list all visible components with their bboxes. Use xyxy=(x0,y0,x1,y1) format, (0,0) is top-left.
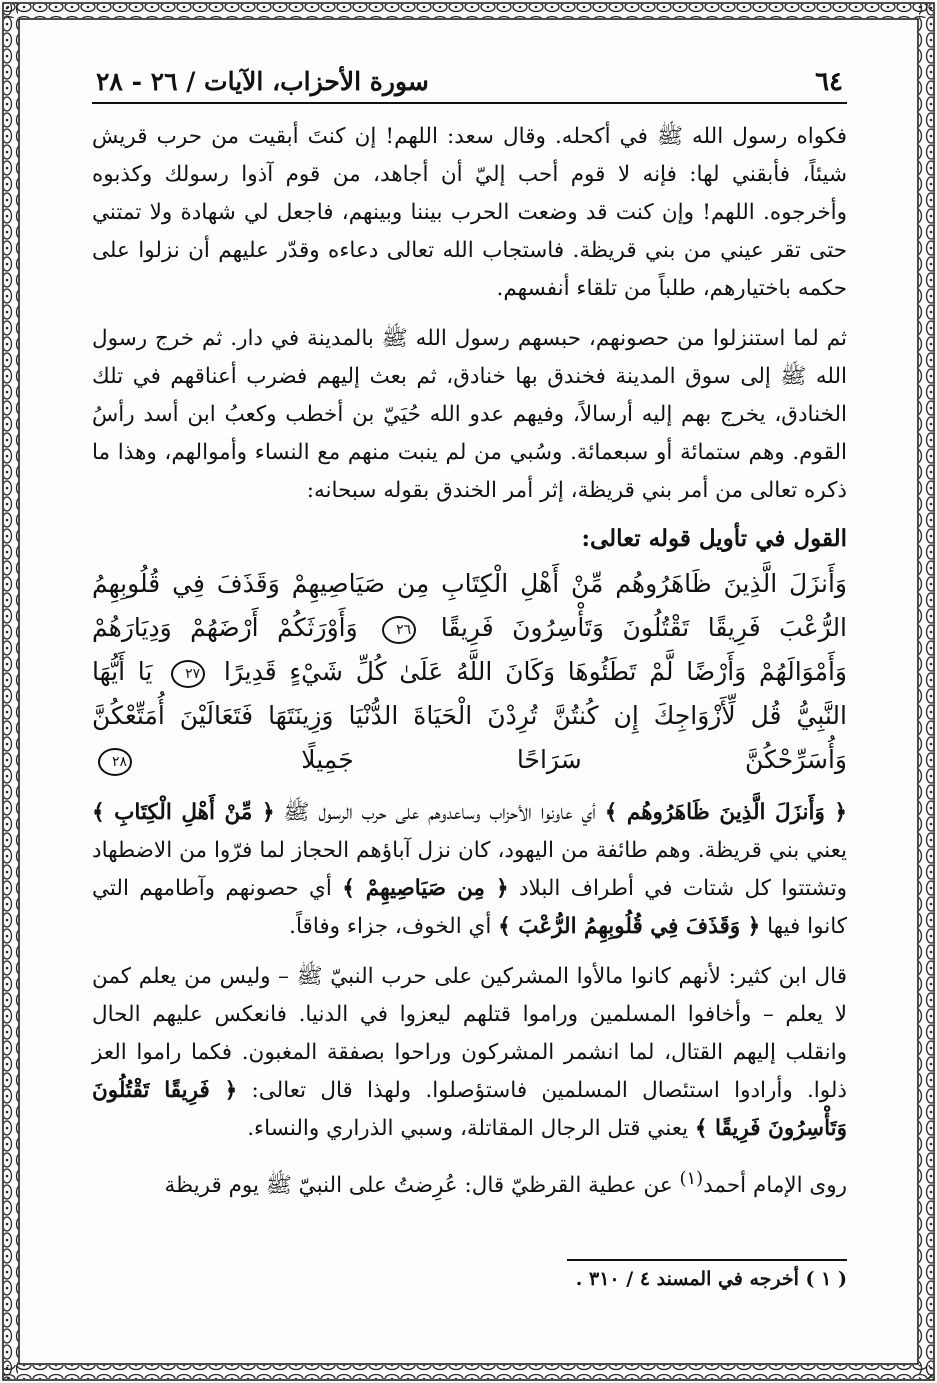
text: يعني قتل الرجال المقاتلة، وسبي الذراري والنساء. xyxy=(247,1116,695,1141)
quote: ﴿ فَرِيقًا تَقْتُلُونَ وَتَأْسِرُونَ فَرِيقًا ﴾ xyxy=(92,1078,847,1141)
quote: ﴿ مِن صَيَاصِيهِمْ ﴾ xyxy=(342,876,509,901)
paragraph-2: ثم لما استنزلوا من حصونهم، حبسهم رسول الله ﷺ بالمدينة في دار. ثم خرج رسول الله ﷺ إلى سوق المدينة فخندق بها خنادق، ثم بعث إليهم فضرب أعناقهم في تلك الخنادق، يخرج بهم إليه أرسالاً، وفيهم عدو الله حُيَيّ بن أخطب وكعبُ ابن أسد رأسُ القوم. وهم ستمائة أو سبعمائة. وسُبي من لم ينبت منهم مع النساء وأموالهم، وهذا ما ذكره تعالى من أمر بني قريظة، إثر أمر الخندق بقوله سبحانه: xyxy=(92,326,847,503)
footnote-ref[interactable]: (١) xyxy=(679,1168,704,1189)
tafsir-paragraph-3 xyxy=(92,1160,847,1205)
tafsir-paragraph-2 xyxy=(92,958,847,1148)
page-number: ٦٤ xyxy=(815,67,843,97)
quote: ﴿ وَقَذَفَ فِي قُلُوبِهِمُ الرُّعْبَ ﴾ xyxy=(498,914,761,939)
surah-title: سورة الأحزاب، الآيات / ٢٦ - ٢٨ xyxy=(96,67,429,96)
text: قال ابن كثير: لأنهم كانوا مالأوا المشركين على حرب النبيّ ﷺ – وليس من يعلم كمن لا يعلم – وأخافوا المسلمين وراموا قتلهم ليعزوا في الدنيا. فانعكس عليهم الحال وانقلب إليهم القتال، لما انشمر المشركون وراحوا بصفقة المغبون. فكما راموا العز ذلوا. وأرادوا استئصال المسلمين فاستؤصلوا. ولهذا قال تعالى: xyxy=(92,964,848,1103)
verse-27-text: وَأَوْرَثَكُمْ أَرْضَهُمْ وَدِيَارَهُمْ وَأَمْوَالَهُمْ وَأَرْضًا لَّمْ تَطَئُوهَا وَكَانَ اللَّهُ عَلَىٰ كُلِّ شَيْءٍ قَدِيرًا xyxy=(92,613,848,686)
footnote: ( ١ ) أخرجه في المسند ٤ / ٣١٠ . xyxy=(575,1268,847,1290)
quote: ﴿ وَأَنزَلَ الَّذِينَ ظَاهَرُوهُم ﴾ xyxy=(604,800,848,825)
verse-26-text: وَأَنزَلَ الَّذِينَ ظَاهَرُوهُم مِّنْ أَهْلِ الْكِتَابِ مِن صَيَاصِيهِمْ وَقَذَفَ فِي قُلُوبِهِمُ الرُّعْبَ فَرِيقًا تَقْتُلُونَ وَتَأْسِرُونَ فَرِيقًا xyxy=(92,569,848,642)
verse-28-text: يَا أَيُّهَا النَّبِيُّ قُل لِّأَزْوَاجِكَ إِن كُنتُنَّ تُرِدْنَ الْحَيَاةَ الدُّنْيَا وَزِينَتَهَا فَتَعَالَيْنَ أُمَتِّعْكُنَّ وَأُسَرِّحْكُنَّ سَرَاحًا جَمِيلًا xyxy=(92,657,847,774)
ayah-number-27: ٢٧ xyxy=(171,660,205,688)
ayah-number-28: ٢٨ xyxy=(98,748,132,776)
text: أي عاونوا الأحزاب وساعدوهم على حرب الرسول ﷺ xyxy=(274,800,605,825)
running-header xyxy=(92,62,847,104)
quran-verses xyxy=(92,562,847,782)
text: أي الخوف، جزاء وفاقاً. xyxy=(289,914,499,939)
tafsir-paragraph-1 xyxy=(92,794,847,946)
text: روى الإمام أحمد xyxy=(703,1173,847,1199)
text: عن عطية القرظيّ قال: عُرِضتُ على النبيّ ﷺ يوم قريظة xyxy=(164,1173,680,1199)
page-content xyxy=(92,62,847,1352)
section-heading: القول في تأويل قوله تعالى: xyxy=(581,525,847,552)
paragraph-1: فكواه رسول الله ﷺ في أكحله. وقال سعد: اللهم! إن كنتَ أبقيت من حرب قريش شيئاً، فأبقني لها: فإنه لا قوم أحب إليّ أن أجاهد، من قوم آذوا رسولك وكذبوه وأخرجوه. اللهم! وإن كنت قد وضعت الحرب بيننا وبينهم، فاجعل لي شهادة ولا تمتني حتى تقر عيني من بني قريظة. فاستجاب الله تعالى دعاءه وقدّر عليهم أن نزلوا على حكمه باختيارهم، طلباً من تلقاء أنفسهم. xyxy=(92,124,847,301)
quote: ﴿ مِّنْ أَهْلِ الْكِتَابِ ﴾ xyxy=(92,800,275,825)
text: يعني بني قريظة. وهم طائفة من اليهود، كان نزل آباؤهم الحجاز لما فرّوا من الاضطهاد وتشتتوا كل شتات في أطراف البلاد xyxy=(92,838,847,901)
footnote-divider xyxy=(567,1259,847,1261)
ayah-number-26: ٢٦ xyxy=(382,616,416,644)
text: أي حصونهم وآطامهم التي كانوا فيها xyxy=(92,876,847,939)
